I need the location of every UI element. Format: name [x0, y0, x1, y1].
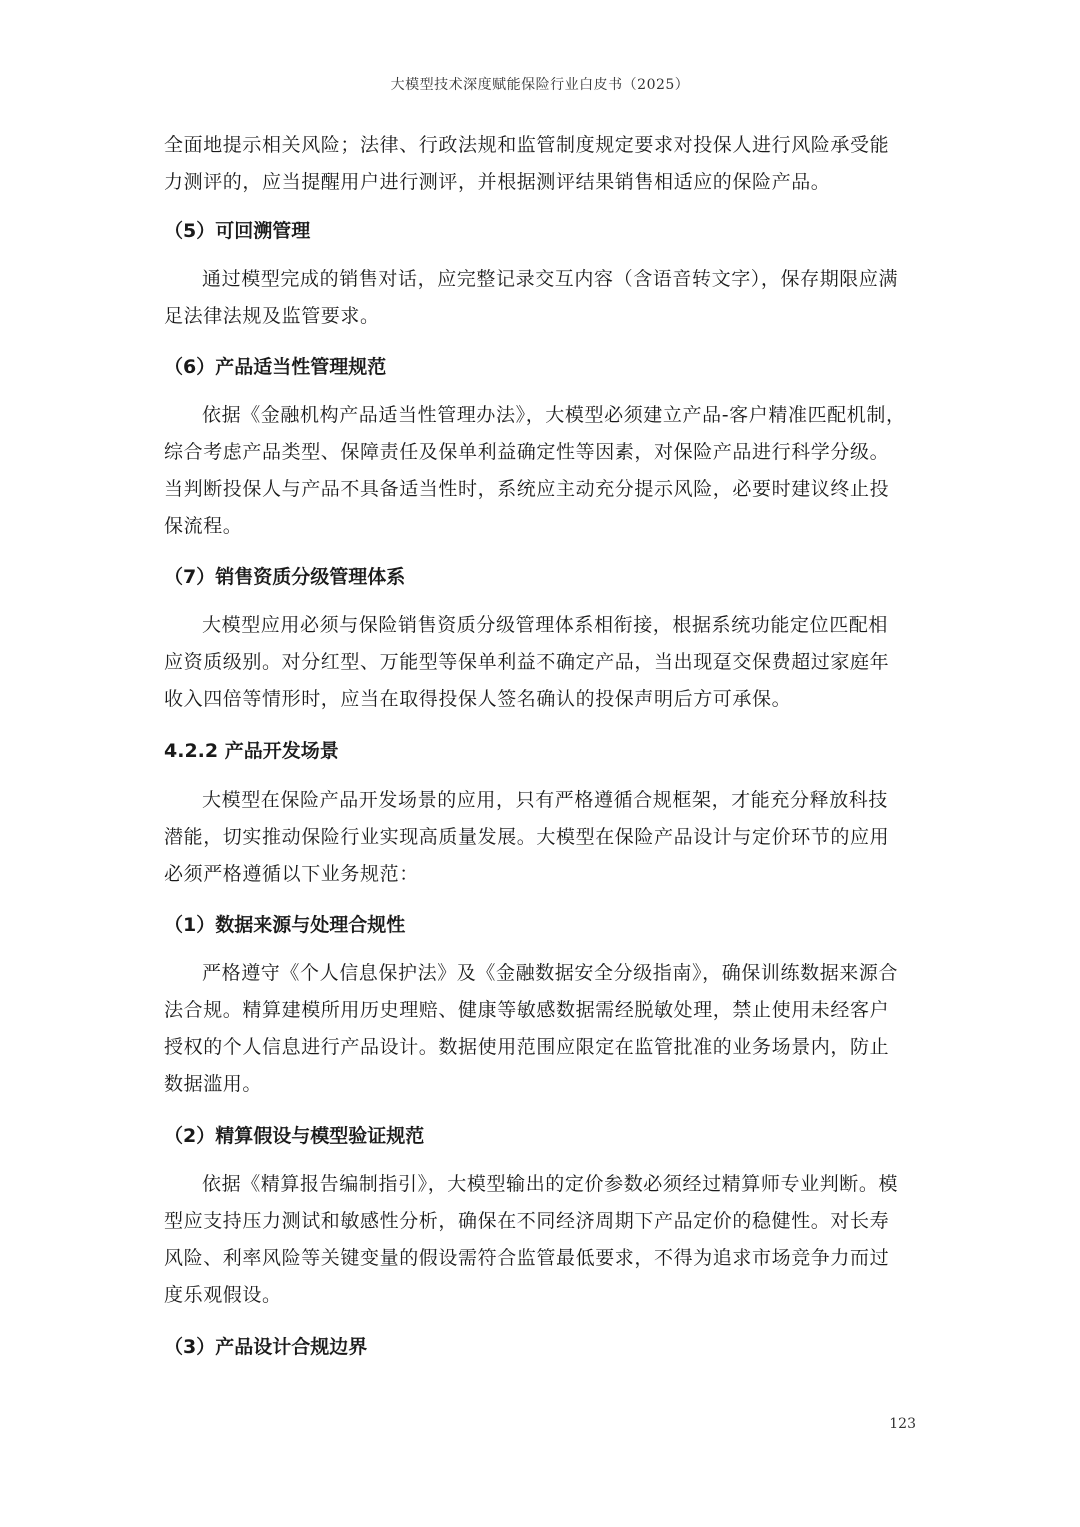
text-line: 大模型在保险产品开发场景的应用，只有严格遵循合规框架，才能充分释放科技	[202, 789, 889, 811]
text-line: 通过模型完成的销售对话，应完整记录交互内容（含语音转文字），保存期限应满	[202, 268, 899, 290]
paragraph-product-development	[164, 782, 916, 893]
text-line: 法合规。精算建模所用历史理赔、健康等敏感数据需经脱敏处理，禁止使用未经客户	[164, 999, 890, 1021]
running-header: 大模型技术深度赋能保险行业白皮书（2025）	[390, 77, 690, 93]
text-line: 综合考虑产品类型、保障责任及保单利益确定性等因素，对保险产品进行科学分级。	[164, 441, 890, 463]
text-line: 严格遵守《个人信息保护法》及《金融数据安全分级指南》，确保训练数据来源合	[202, 962, 899, 984]
heading-traceability: （5）可回溯管理	[164, 220, 311, 242]
paragraph-risk-disclosure	[164, 127, 916, 201]
text-line: 足法律法规及监管要求。	[164, 305, 380, 327]
text-line: 潜能，切实推动保险行业实现高质量发展。大模型在保险产品设计与定价环节的应用	[164, 826, 890, 848]
heading-sales-qualification: （7）销售资质分级管理体系	[164, 566, 406, 588]
text-line: 应资质级别。对分红型、万能型等保单利益不确定产品，当出现趸交保费超过家庭年	[164, 651, 890, 673]
text-line: 度乐观假设。	[164, 1284, 282, 1306]
text-line: 保流程。	[164, 515, 243, 537]
text-line: 收入四倍等情形时，应当在取得投保人签名确认的投保声明后方可承保。	[164, 688, 792, 710]
paragraph-data-compliance	[164, 955, 916, 1103]
heading-actuarial-assumptions: （2）精算假设与模型验证规范	[164, 1125, 425, 1147]
paragraph-traceability	[164, 261, 916, 335]
paragraph-actuarial-assumptions	[164, 1166, 916, 1314]
text-line: 数据滥用。	[164, 1073, 263, 1095]
heading-product-suitability: （6）产品适当性管理规范	[164, 356, 387, 378]
heading-design-boundaries: （3）产品设计合规边界	[164, 1336, 368, 1358]
page-number: 123	[889, 1416, 916, 1432]
text-line: 依据《精算报告编制指引》，大模型输出的定价参数必须经过精算师专业判断。模	[202, 1173, 899, 1195]
paragraph-product-suitability	[164, 397, 916, 545]
text-line: 授权的个人信息进行产品设计。数据使用范围应限定在监管批准的业务场景内，防止	[164, 1036, 890, 1058]
text-line: 大模型应用必须与保险销售资质分级管理体系相衔接，根据系统功能定位匹配相	[202, 614, 889, 636]
heading-section-4-2-2: 4.2.2 产品开发场景	[164, 740, 339, 762]
heading-data-compliance: （1）数据来源与处理合规性	[164, 914, 406, 936]
text-line: 型应支持压力测试和敏感性分析，确保在不同经济周期下产品定价的稳健性。对长寿	[164, 1210, 890, 1232]
text-line: 风险、利率风险等关键变量的假设需符合监管最低要求，不得为追求市场竞争力而过	[164, 1247, 890, 1269]
paragraph-sales-qualification	[164, 607, 916, 718]
text-line: 当判断投保人与产品不具备适当性时，系统应主动充分提示风险，必要时建议终止投	[164, 478, 890, 500]
text-line: 力测评的，应当提醒用户进行测评，并根据测评结果销售相适应的保险产品。	[164, 171, 831, 193]
text-line: 必须严格遵循以下业务规范：	[164, 863, 419, 885]
text-line: 依据《金融机构产品适当性管理办法》，大模型必须建立产品-客户精准匹配机制，	[202, 404, 906, 426]
text-line: 全面地提示相关风险；法律、行政法规和监管制度规定要求对投保人进行风险承受能	[164, 134, 890, 156]
